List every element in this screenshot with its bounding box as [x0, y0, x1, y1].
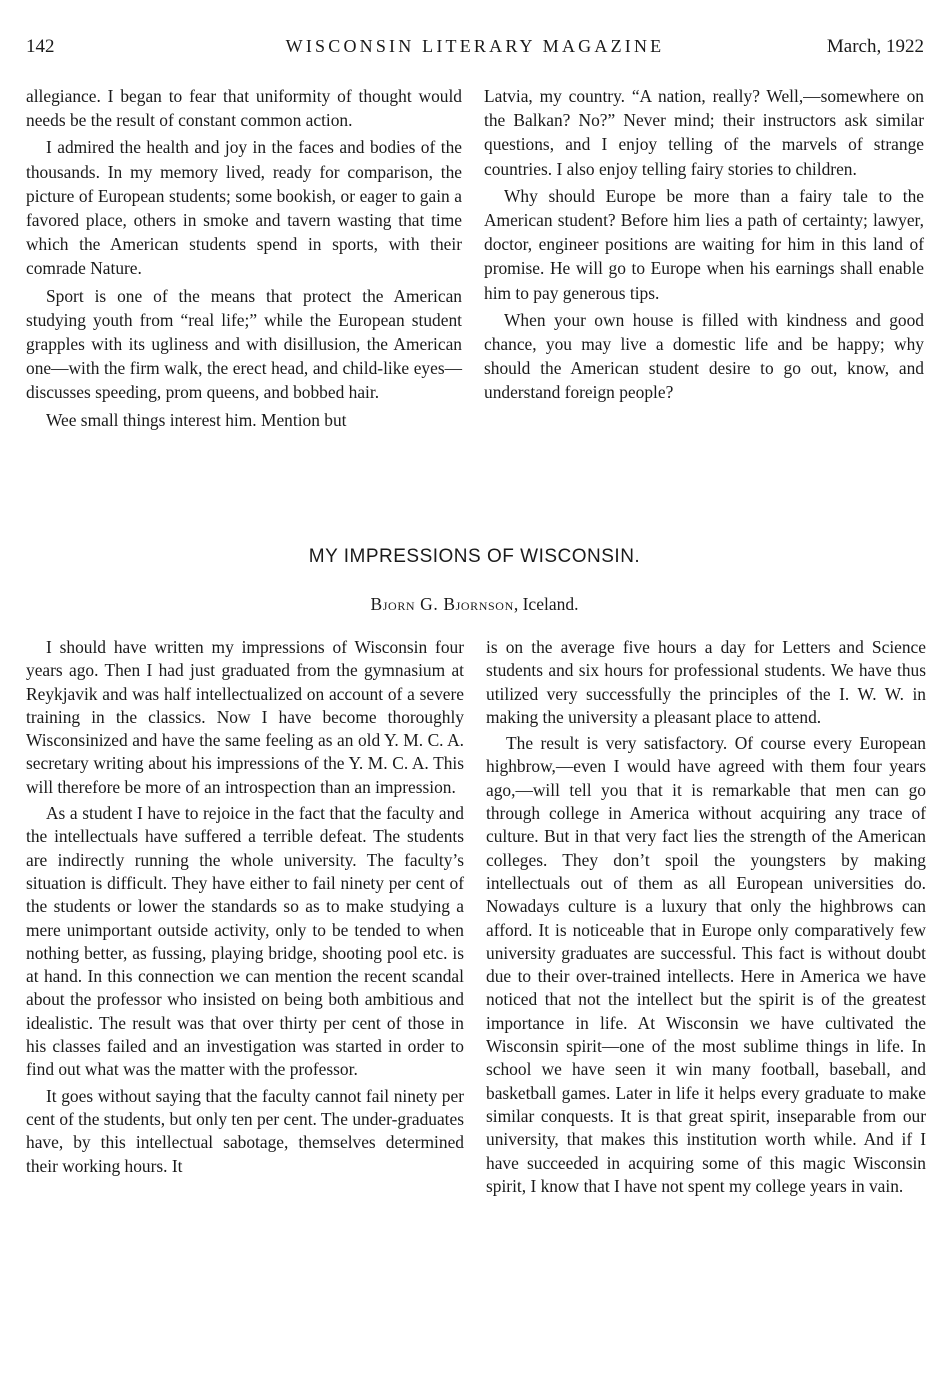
- previous-article-left-column: [26, 84, 462, 432]
- paragraph: Latvia, my country. “A nation, really? Well,—somewhere on the Balkan? No?” Never mind; their instructors ask similar questions, and I enjoy telling of the marvels of strange countries. I also enjoy telling fairy stories to children.: [484, 86, 924, 179]
- previous-article-right-column: [484, 84, 924, 405]
- running-head: [26, 36, 924, 64]
- paragraph: The result is very satisfactory. Of course every European highbrow,—even I would have agreed with them four years ago,—will tell you that it is remarkable that men can go through college in America without acquiring any trace of culture. But in that very fact lies the strength of the American colleges. They don’t spoil the youngsters by making intellectuals out of them as all European universities do. Nowadays culture is a luxury that only the highbrows can afford. It is noticeable that in Europe only comparatively few university graduates are successful. This fact is without doubt due to their over-trained intellects. Here in America we have noticed that not the intellect but the spirit is of the greatest importance in life. At Wisconsin we have cultivated the Wisconsin spirit—one of the most sublime things in life. In school we have seen it win many football, baseball, and basketball games. Later in life it helps every graduate to make similar conquests. It is that great spirit, inseparable from our university, that makes this institution worth while. And if I have succeeded in acquiring some of this magic Wisconsin spirit, I know that I have not spent my college years in vain.: [486, 733, 926, 1196]
- author-location: , Iceland.: [513, 594, 579, 614]
- paragraph: is on the average five hours a day for Letters and Science students and six hours for professional students. We have thus utilized very successfully the principles of the I. W. W. in making the university a pleasant place to attend.: [486, 637, 926, 727]
- article-title: MY IMPRESSIONS OF WISCONSIN.: [308, 546, 641, 567]
- page-number: 142: [26, 36, 55, 57]
- byline: [0, 594, 949, 615]
- article-right-column: [486, 636, 926, 1198]
- paragraph: Why should Europe be more than a fairy tale to the American student? Before him lies a path of certainty; lawyer, doctor, engineer positions are waiting for him in this land of promise. He will go to Europe when his earnings shall enable him to pay generous tips.: [484, 185, 924, 303]
- paragraph: As a student I have to rejoice in the fact that the faculty and the intellectuals have suffered a terrible defeat. The students are indirectly running the whole university. The faculty’s situation is difficult. They have either to fail ninety per cent of the students or lower the standards so as to make studying a mere unimportant outside activity, only to be tended to when nothing better, as fussing, playing bridge, shooting pool etc. is at hand. In this connection we can mention the recent scandal about the professor who insisted on being both ambitious and idealistic. The result was that over thirty per cent of those in his classes failed and an investigation was started in order to find out what was the matter with the professor.: [26, 803, 464, 1080]
- paragraph: allegiance. I began to fear that uniformity of thought would needs be the result of constant common action.: [26, 86, 462, 131]
- paragraph: When your own house is filled with kindness and good chance, you may live a domestic life and be happy; why should the American student desire to go out, know, and understand foreign people?: [484, 309, 924, 403]
- paragraph: Sport is one of the means that protect the American studying youth from “real life;” while the European student grapples with its ugliness and with disillusion, the American one—with the firm walk, the erect head, and child-like eyes—discusses speeding, prom queens, and bobbed hair.: [26, 285, 462, 403]
- paragraph: Wee small things interest him. Mention but: [46, 409, 347, 430]
- article-left-column: [26, 636, 464, 1178]
- author-name: Bjorn G. Bjornson: [370, 594, 514, 614]
- paragraph: It goes without saying that the faculty cannot fail ninety per cent of the students, but only ten per cent. The under-graduates have, by this intellectual sabotage, themselves determined their working hours. It: [26, 1085, 464, 1176]
- paragraph: I should have written my impressions of Wisconsin four years ago. Then I had just graduated from the gymnasium at Reykjavik and was half intellectualized on account of a severe training in the classics. Now I have become thoroughly Wisconsinized and have the same feeling as an old Y. M. C. A. secretary writing about his impressions of the Y. M. C. A. This will therefore be more of an introspection than an impression.: [26, 637, 464, 797]
- paragraph: I admired the health and joy in the faces and bodies of the thousands. In my memory lived, ready for comparison, the picture of European students; some bookish, or eager to gain a favored place, others in smoke and tavern wasting that time which the American students spend in sports, with their comrade Nature.: [26, 137, 462, 279]
- issue-date: March, 1922: [826, 36, 924, 57]
- magazine-title: WISCONSIN LITERARY MAGAZINE: [285, 36, 665, 56]
